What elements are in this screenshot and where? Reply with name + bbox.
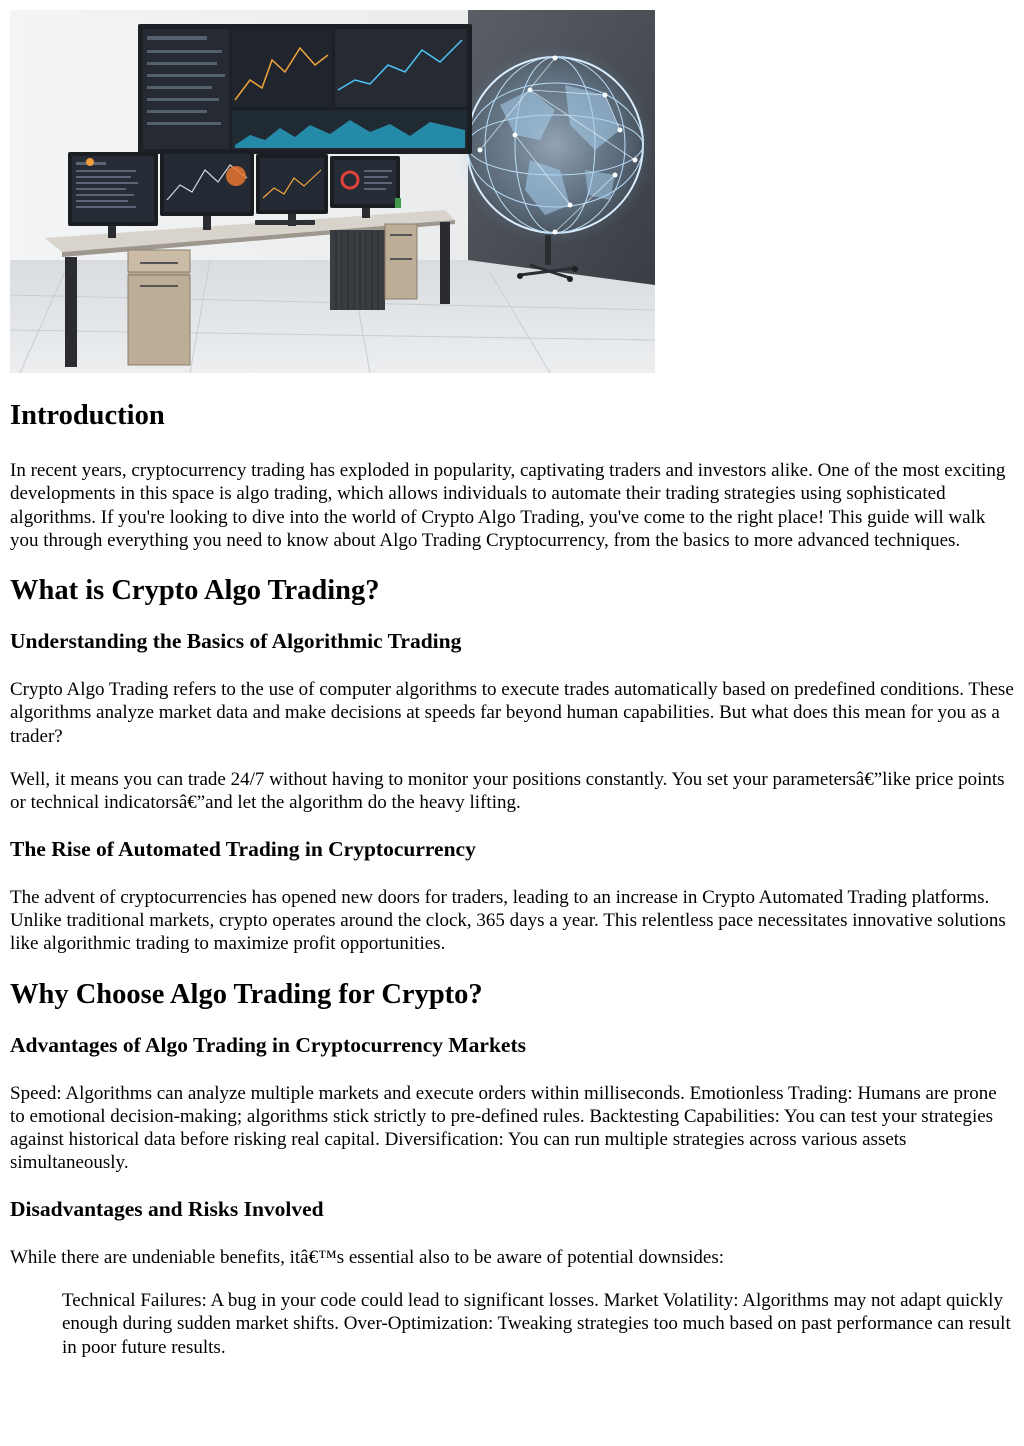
heading-what-is-crypto-algo-trading: What is Crypto Algo Trading? [10,575,380,607]
blockquote-risks: Technical Failures: A bug in your code could lead to significant losses. Market Volatility: Algorithms may not adapt quickly enough during sudden market shifts. Over-Optimization: Tweaking strategies too much based on past performance can result in poor future results. [62,1290,1011,1358]
heading-introduction: Introduction [10,400,165,431]
heading-why-choose: Why Choose Algo Trading for Crypto? [10,978,483,1010]
paragraph-rise: The advent of cryptocurrencies has opened new doors for traders, leading to an increase in Crypto Automated Trading platforms. Unlike traditional markets, crypto operates around the clock, 365 days a year. This relentless pace necessitates innovative solutions like algorithmic trading to maximize profit opportunities. [10,886,1006,955]
paragraph-basics-1: Crypto Algo Trading refers to the use of computer algorithms to execute trades automatically based on predefined conditions. These algorithms analyze market data and make decisions at speeds far beyond human capabilities. But what does this mean for you as a trader? [10,679,1014,747]
subheading-rise: The Rise of Automated Trading in Cryptocurrency [10,836,476,861]
paragraph-basics-2: Well, it means you can trade 24/7 without having to monitor your positions constantly. You set your parametersâ€”like price points or technical indicatorsâ€”and let the algorithm do the heavy lifting. [10,769,1005,814]
paragraph-disadvantages: While there are undeniable benefits, itâ€™s essential also to be aware of potential downsides: [10,1246,724,1268]
globe-graphic [455,45,655,245]
subheading-basics: Understanding the Basics of Algorithmic Trading [10,629,462,654]
trading-desk-illustration [10,10,655,373]
paragraph-introduction: In recent years, cryptocurrency trading has exploded in popularity, captivating traders and investors alike. One of the most exciting developments in this space is algo trading, which allows individuals to automate their trading strategies using sophisticated algorithms. If you're looking to dive into the world of Crypto Algo Trading, you've come to the right place! This guide will walk you through everything you need to know about Algo Trading Cryptocurrency, from the basics to more advanced techniques. [10,460,1006,551]
article [10,10,1014,1359]
hero-image [10,10,655,373]
paragraph-advantages: Speed: Algorithms can analyze multiple markets and execute orders within milliseconds. Emotionless Trading: Humans are prone to emotional decision-making; algorithms stick strictly to pre-defined rules. Backtesting Capabilities: You can test your strategies against historical data before risking real capital. Diversification: You can run multiple strategies across various assets simultaneously. [10,1082,997,1174]
subheading-advantages: Advantages of Algo Trading in Cryptocurrency Markets [10,1032,526,1057]
subheading-disadvantages: Disadvantages and Risks Involved [10,1196,324,1221]
wall-monitors [138,24,472,154]
